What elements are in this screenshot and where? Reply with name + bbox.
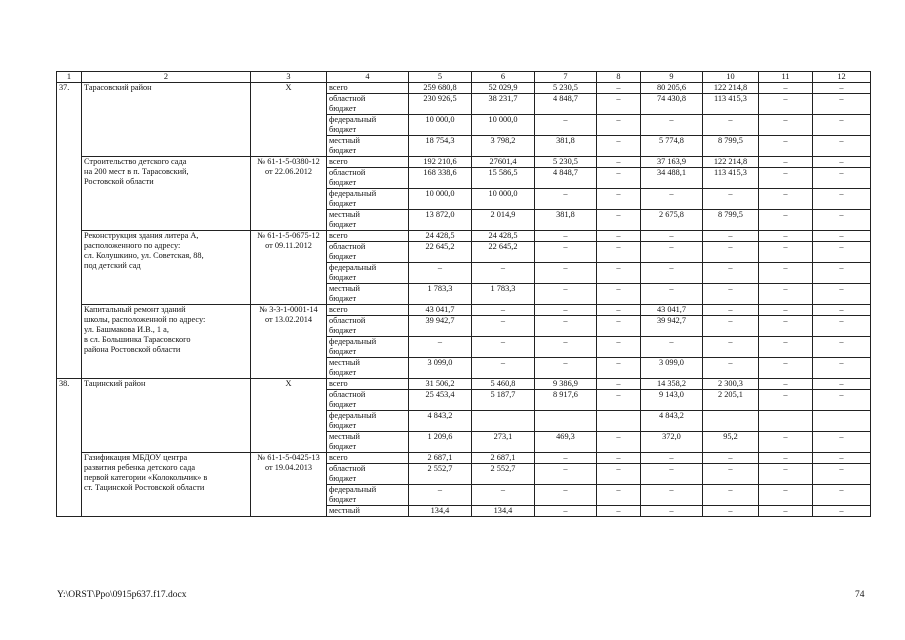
funding-source: областной бюджет [327, 242, 409, 263]
amount-cell: 13 872,0 [409, 210, 472, 231]
amount-cell: 38 231,7 [472, 94, 535, 115]
amount-cell: – [703, 231, 759, 242]
amount-cell: – [597, 115, 641, 136]
amount-cell: – [813, 506, 871, 517]
amount-cell: – [813, 284, 871, 305]
amount-cell: – [703, 358, 759, 379]
group-number: 38. [57, 379, 82, 517]
amount-cell: 9 386,9 [535, 379, 597, 390]
amount-cell [759, 411, 813, 432]
amount-cell: – [759, 358, 813, 379]
amount-cell: – [813, 83, 871, 94]
column-header: 4 [327, 72, 409, 83]
amount-cell: – [597, 210, 641, 231]
permit-code: Х [251, 83, 327, 157]
funding-source: всего [327, 157, 409, 168]
amount-cell: – [472, 337, 535, 358]
amount-cell: – [409, 485, 472, 506]
amount-cell: – [535, 485, 597, 506]
column-header: 5 [409, 72, 472, 83]
amount-cell: – [641, 506, 703, 517]
amount-cell: 122 214,8 [703, 157, 759, 168]
amount-cell: 259 680,8 [409, 83, 472, 94]
amount-cell: 134,4 [472, 506, 535, 517]
amount-cell: – [597, 136, 641, 157]
amount-cell: 192 210,6 [409, 157, 472, 168]
amount-cell: – [813, 157, 871, 168]
amount-cell: 4 843,2 [641, 411, 703, 432]
amount-cell [472, 411, 535, 432]
amount-cell: – [759, 379, 813, 390]
amount-cell: – [703, 189, 759, 210]
amount-cell: – [641, 115, 703, 136]
amount-cell: 3 798,2 [472, 136, 535, 157]
object-name: Тацинский район [82, 379, 251, 453]
amount-cell: – [703, 464, 759, 485]
funding-source: федеральный бюджет [327, 411, 409, 432]
funding-source: всего [327, 453, 409, 464]
amount-cell: 10 000,0 [472, 115, 535, 136]
amount-cell: 8 799,5 [703, 210, 759, 231]
amount-cell: – [597, 390, 641, 411]
amount-cell: – [813, 136, 871, 157]
table-row [57, 453, 871, 464]
amount-cell: – [759, 337, 813, 358]
amount-cell: – [813, 168, 871, 189]
amount-cell: 31 506,2 [409, 379, 472, 390]
amount-cell: – [535, 453, 597, 464]
table-row [57, 83, 871, 94]
amount-cell: 273,1 [472, 432, 535, 453]
amount-cell: 2 687,1 [409, 453, 472, 464]
amount-cell: – [535, 358, 597, 379]
amount-cell: – [535, 305, 597, 316]
amount-cell: – [535, 506, 597, 517]
amount-cell: – [703, 337, 759, 358]
amount-cell: 39 942,7 [409, 316, 472, 337]
amount-cell: – [597, 83, 641, 94]
permit-code: № 61-1-5-0425-13 от 19.04.2013 [251, 453, 327, 517]
column-header: 1 [57, 72, 82, 83]
amount-cell: – [472, 263, 535, 284]
amount-cell: – [759, 210, 813, 231]
funding-source: местный бюджет [327, 432, 409, 453]
amount-cell: – [409, 337, 472, 358]
amount-cell: – [813, 210, 871, 231]
amount-cell: – [759, 168, 813, 189]
amount-cell: 469,3 [535, 432, 597, 453]
amount-cell: – [641, 464, 703, 485]
amount-cell: 43 041,7 [409, 305, 472, 316]
amount-cell: 1 783,3 [472, 284, 535, 305]
object-name: Капитальный ремонт зданий школы, расположенной по адресу: ул. Башмакова И.В., 1 а, в сл. Большинка Тарасовского района Ростовской области [82, 305, 251, 379]
footer-file-path: Y:\ORST\Ppo\0915p637.f17.docx [57, 590, 187, 600]
amount-cell: 372,0 [641, 432, 703, 453]
amount-cell: 2 300,3 [703, 379, 759, 390]
amount-cell: 22 645,2 [409, 242, 472, 263]
amount-cell: – [759, 136, 813, 157]
amount-cell: – [813, 453, 871, 464]
funding-source: федеральный бюджет [327, 485, 409, 506]
amount-cell: – [641, 189, 703, 210]
object-name: Тарасовский район [82, 83, 251, 157]
amount-cell: – [813, 305, 871, 316]
amount-cell: – [813, 263, 871, 284]
amount-cell: – [535, 284, 597, 305]
amount-cell: 2 552,7 [472, 464, 535, 485]
funding-source: областной бюджет [327, 390, 409, 411]
amount-cell: 2 014,9 [472, 210, 535, 231]
amount-cell: – [813, 242, 871, 263]
amount-cell: – [759, 506, 813, 517]
amount-cell: – [813, 358, 871, 379]
amount-cell: 168 338,6 [409, 168, 472, 189]
amount-cell: – [759, 453, 813, 464]
amount-cell: – [597, 337, 641, 358]
amount-cell: 37 163,9 [641, 157, 703, 168]
amount-cell: – [759, 231, 813, 242]
object-name: Газификация МБДОУ центра развития ребенка детского сада первой категории «Колокольчик» в ст. Тацинской Ростовской области [82, 453, 251, 517]
amount-cell: – [703, 115, 759, 136]
amount-cell: – [597, 506, 641, 517]
column-header: 10 [703, 72, 759, 83]
amount-cell: – [535, 316, 597, 337]
column-header: 12 [813, 72, 871, 83]
amount-cell: 122 214,8 [703, 83, 759, 94]
funding-source: федеральный бюджет [327, 263, 409, 284]
amount-cell: – [472, 485, 535, 506]
amount-cell: 24 428,5 [409, 231, 472, 242]
amount-cell: – [535, 231, 597, 242]
amount-cell: – [813, 390, 871, 411]
amount-cell: – [641, 242, 703, 263]
amount-cell: 18 754,3 [409, 136, 472, 157]
amount-cell: 2 687,1 [472, 453, 535, 464]
column-header: 6 [472, 72, 535, 83]
amount-cell: 230 926,5 [409, 94, 472, 115]
amount-cell: 43 041,7 [641, 305, 703, 316]
amount-cell: – [641, 453, 703, 464]
amount-cell: 3 099,0 [641, 358, 703, 379]
amount-cell: 113 415,3 [703, 94, 759, 115]
amount-cell: – [641, 231, 703, 242]
funding-source: местный бюджет [327, 136, 409, 157]
amount-cell: – [759, 305, 813, 316]
amount-cell: – [703, 284, 759, 305]
table-row [57, 379, 871, 390]
amount-cell: 5 460,8 [472, 379, 535, 390]
amount-cell: – [472, 305, 535, 316]
amount-cell: 1 209,6 [409, 432, 472, 453]
funding-source: федеральный бюджет [327, 115, 409, 136]
permit-code: Х [251, 379, 327, 453]
amount-cell: – [703, 316, 759, 337]
amount-cell: – [759, 263, 813, 284]
amount-cell: – [597, 168, 641, 189]
amount-cell: – [703, 305, 759, 316]
amount-cell: – [813, 337, 871, 358]
amount-cell: – [759, 242, 813, 263]
amount-cell: 34 488,1 [641, 168, 703, 189]
amount-cell: 15 586,5 [472, 168, 535, 189]
amount-cell: – [597, 316, 641, 337]
amount-cell: – [703, 263, 759, 284]
object-name: Строительство детского сада на 200 мест в п. Тарасовский, Ростовской области [82, 157, 251, 231]
amount-cell: – [703, 453, 759, 464]
amount-cell: 22 645,2 [472, 242, 535, 263]
amount-cell: – [535, 464, 597, 485]
funding-source: федеральный бюджет [327, 189, 409, 210]
amount-cell: 5 774,8 [641, 136, 703, 157]
amount-cell: 80 205,6 [641, 83, 703, 94]
amount-cell: – [641, 284, 703, 305]
funding-source: местный [327, 506, 409, 517]
amount-cell: – [597, 305, 641, 316]
funding-source: федеральный бюджет [327, 337, 409, 358]
amount-cell: – [597, 94, 641, 115]
amount-cell: – [759, 189, 813, 210]
amount-cell: – [703, 485, 759, 506]
amount-cell: 10 000,0 [472, 189, 535, 210]
amount-cell: – [472, 358, 535, 379]
amount-cell: – [597, 242, 641, 263]
amount-cell: – [813, 464, 871, 485]
amount-cell: 9 143,0 [641, 390, 703, 411]
amount-cell: – [597, 284, 641, 305]
amount-cell: 2 675,8 [641, 210, 703, 231]
amount-cell: – [641, 263, 703, 284]
column-header: 7 [535, 72, 597, 83]
amount-cell: – [759, 432, 813, 453]
amount-cell: – [597, 432, 641, 453]
amount-cell: – [597, 231, 641, 242]
amount-cell: 5 230,5 [535, 83, 597, 94]
amount-cell: 8 917,6 [535, 390, 597, 411]
permit-code: № 3-3-1-0001-14 от 13.02.2014 [251, 305, 327, 379]
amount-cell [703, 411, 759, 432]
amount-cell: – [472, 316, 535, 337]
amount-cell: – [641, 485, 703, 506]
amount-cell: – [535, 263, 597, 284]
amount-cell: – [535, 337, 597, 358]
amount-cell: 10 000,0 [409, 189, 472, 210]
amount-cell: – [759, 485, 813, 506]
amount-cell: – [813, 115, 871, 136]
funding-source: местный бюджет [327, 358, 409, 379]
amount-cell: 52 029,9 [472, 83, 535, 94]
column-header: 2 [82, 72, 251, 83]
column-header: 9 [641, 72, 703, 83]
amount-cell: 1 783,3 [409, 284, 472, 305]
amount-cell: 3 099,0 [409, 358, 472, 379]
amount-cell: 2 552,7 [409, 464, 472, 485]
amount-cell: 381,8 [535, 136, 597, 157]
header-row [57, 72, 871, 83]
funding-source: областной бюджет [327, 316, 409, 337]
funding-source: местный бюджет [327, 210, 409, 231]
amount-cell: 10 000,0 [409, 115, 472, 136]
amount-cell: 25 453,4 [409, 390, 472, 411]
amount-cell: – [597, 464, 641, 485]
column-header: 8 [597, 72, 641, 83]
page-number: 74 [855, 590, 865, 600]
column-header: 11 [759, 72, 813, 83]
column-header: 3 [251, 72, 327, 83]
funding-source: всего [327, 231, 409, 242]
amount-cell: 39 942,7 [641, 316, 703, 337]
amount-cell: 8 799,5 [703, 136, 759, 157]
amount-cell [535, 411, 597, 432]
amount-cell: 27601,4 [472, 157, 535, 168]
funding-source: областной бюджет [327, 464, 409, 485]
amount-cell [597, 411, 641, 432]
amount-cell: – [759, 316, 813, 337]
amount-cell: – [597, 157, 641, 168]
permit-code: № 61-1-5-0675-12 от 09.11.2012 [251, 231, 327, 305]
amount-cell: – [597, 189, 641, 210]
amount-cell: – [641, 337, 703, 358]
amount-cell: 4 848,7 [535, 94, 597, 115]
amount-cell: – [759, 115, 813, 136]
amount-cell: 74 430,8 [641, 94, 703, 115]
amount-cell: – [597, 263, 641, 284]
budget-table [56, 71, 871, 517]
amount-cell: – [759, 94, 813, 115]
funding-source: местный бюджет [327, 284, 409, 305]
amount-cell: – [813, 379, 871, 390]
table-row [57, 231, 871, 242]
amount-cell: 95,2 [703, 432, 759, 453]
amount-cell: 4 848,7 [535, 168, 597, 189]
amount-cell: 5 187,7 [472, 390, 535, 411]
amount-cell: – [535, 189, 597, 210]
funding-source: областной бюджет [327, 168, 409, 189]
amount-cell: – [597, 485, 641, 506]
amount-cell: – [597, 358, 641, 379]
table-row [57, 305, 871, 316]
amount-cell: – [813, 485, 871, 506]
amount-cell: 14 358,2 [641, 379, 703, 390]
amount-cell: – [759, 390, 813, 411]
amount-cell: 5 230,5 [535, 157, 597, 168]
amount-cell: – [759, 157, 813, 168]
amount-cell: – [597, 453, 641, 464]
amount-cell: – [759, 464, 813, 485]
funding-source: всего [327, 379, 409, 390]
amount-cell: – [813, 189, 871, 210]
amount-cell: 4 843,2 [409, 411, 472, 432]
group-number: 37. [57, 83, 82, 379]
table-body [57, 72, 871, 517]
amount-cell: 2 205,1 [703, 390, 759, 411]
amount-cell: 113 415,3 [703, 168, 759, 189]
amount-cell: – [535, 242, 597, 263]
table-row [57, 157, 871, 168]
funding-source: областной бюджет [327, 94, 409, 115]
funding-source: всего [327, 305, 409, 316]
amount-cell: 381,8 [535, 210, 597, 231]
amount-cell: 134,4 [409, 506, 472, 517]
amount-cell: – [703, 242, 759, 263]
permit-code: № 61-1-5-0380-12 от 22.06.2012 [251, 157, 327, 231]
object-name: Реконструкция здания литера А, расположенного по адресу: сл. Колушкино, ул. Советская, 88, под детский сад [82, 231, 251, 305]
amount-cell: – [813, 316, 871, 337]
amount-cell: – [759, 83, 813, 94]
funding-source: всего [327, 83, 409, 94]
amount-cell: – [535, 115, 597, 136]
amount-cell: – [813, 231, 871, 242]
amount-cell: – [813, 94, 871, 115]
amount-cell: – [703, 506, 759, 517]
amount-cell: – [409, 263, 472, 284]
amount-cell: – [813, 432, 871, 453]
amount-cell: – [759, 284, 813, 305]
amount-cell: 24 428,5 [472, 231, 535, 242]
amount-cell [813, 411, 871, 432]
amount-cell: – [597, 379, 641, 390]
